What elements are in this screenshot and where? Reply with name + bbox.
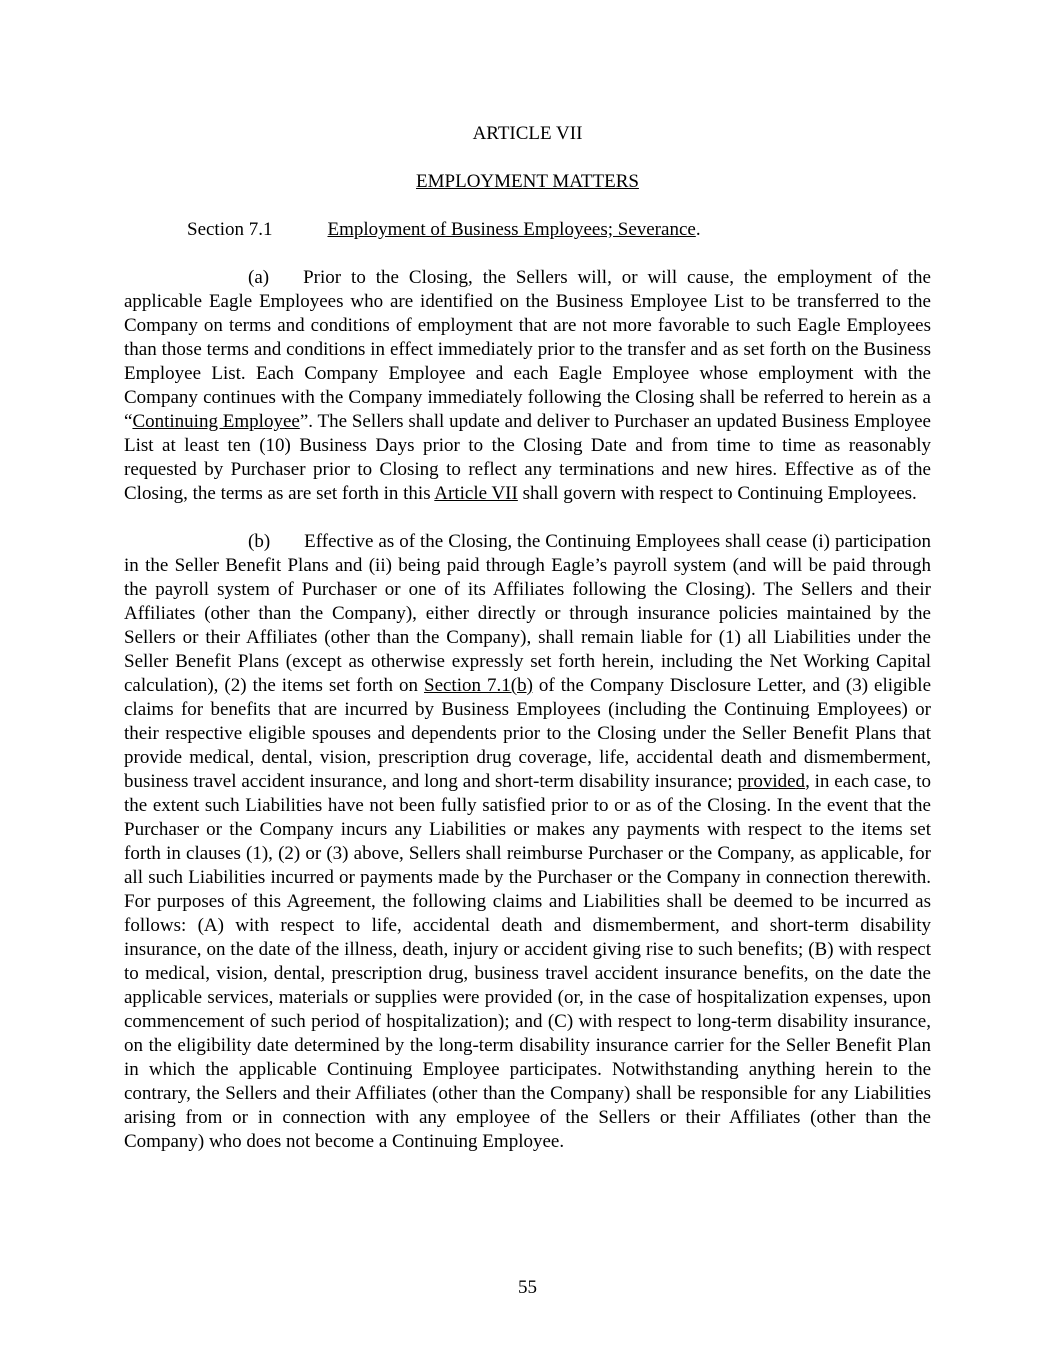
paragraph-a — [124, 266, 931, 506]
section-title: Employment of Business Employees; Severance — [327, 219, 696, 240]
text-run: of the Company Disclosure Letter, and (3) eligible claims for benefits that are incurred by Business Employees (including the Continuing Employees) or their respective eligible spouses and dependents prior to the Closing under the Seller Benefit Plans that provide medical, dental, vision, prescription drug coverage, life, accidental death and dismemberment, business travel accident insurance, and long and short-term disability insurance; — [124, 675, 931, 792]
text-run: , in each case, to the extent such Liabilities have not been fully satisfied prior to or as of the Closing. In the event that the Purchaser or the Company incurs any Liabilities or makes any payments with respect to the items set forth in clauses (1), (2) or (3) above, Sellers shall reimburse Purchaser or the Company, as applicable, for all such Liabilities incurred or payments made by the Purchaser or the Company in connection therewith. For purposes of this Agreement, the following claims and Liabilities shall be deemed to be incurred as follows: (A) with respect to life, accidental death and dismemberment, and short-term disability insurance, on the date of the illness, death, injury or accident giving rise to such benefits; (B) with respect to medical, vision, dental, prescription drug, business travel accident insurance benefits, on the date the applicable services, materials or supplies were provided (or, in the case of hospitalization expenses, upon commencement of such period of hospitalization); and (C) with respect to long-term disability insurance, on the eligibility date determined by the long-term disability insurance carrier for the Seller Benefit Plan in which the applicable Continuing Employee participates. Notwithstanding anything herein to the contrary, the Sellers and their Affiliates (other than the Company) shall be responsible for any Liabilities arising from or in connection with any employee of the Sellers or their Affiliates (other than the Company) who does not become a Continuing Employee. — [124, 771, 931, 1152]
tab-spacer — [273, 234, 328, 235]
article-title-text: ARTICLE VII — [472, 123, 583, 144]
text-run: ”. The Sellers shall update and deliver to Purchaser an updated Business Employee List at least ten (10) Business Days prior to the Closing Date and from time to time as reasonably requested by Purchaser prior to Closing to reflect any terminations and new hires. Effective as of the Closing, the terms as are set forth in this — [124, 411, 931, 504]
text-run: Effective as of the Closing, the Continuing Employees shall cease (i) participation in the Seller Benefit Plans and (ii) being paid through Eagle’s payroll system (and will be paid through the payroll system of Purchaser or one of its Affiliates following the Closing). The Sellers and their Affiliates (other than the Company), either directly or through insurance policies maintained by the Sellers or their Affiliates (other than the Company), shall remain liable for (1) all Liabilities under the Seller Benefit Plans (except as otherwise expressly set forth herein, including the Net Working Capital calculation), (2) the items set forth on — [124, 531, 931, 696]
text-run: shall govern with respect to Continuing Employees. — [517, 483, 917, 504]
paragraph-a-label: (a) — [248, 267, 270, 288]
tab-spacer — [270, 546, 304, 547]
section-heading — [124, 218, 931, 242]
text-run: Prior to the Closing, the Sellers will, or will cause, the employment of the applicable Eagle Employees who are identified on the Business Employee List to be transferred to the Company on terms and conditions of employment that are not more favorable to such Eagle Employees than those terms and conditions in effect immediately prior to the transfer and as set forth on the Business Employee List. Each Company Employee and each Eagle Employee whose employment with the Company continues with the Company immediately following the Closing shall be referred to herein as a “ — [124, 267, 931, 432]
paragraph-b — [124, 530, 931, 1154]
section-number: Section 7.1 — [187, 219, 273, 240]
article-title — [124, 122, 931, 146]
article-subtitle — [124, 170, 931, 194]
cross-reference-section-7-1-b: Section 7.1(b) — [424, 675, 533, 696]
page-number: 55 — [518, 1277, 537, 1298]
article-subtitle-text: EMPLOYMENT MATTERS — [416, 171, 639, 192]
emphasized-term-provided: provided — [737, 771, 806, 792]
paragraph-b-label: (b) — [248, 531, 271, 552]
cross-reference-article-vii: Article VII — [434, 483, 518, 504]
defined-term-continuing-employee: Continuing Employee — [132, 411, 300, 432]
tab-spacer — [269, 282, 303, 283]
section-title-period: . — [695, 219, 701, 240]
